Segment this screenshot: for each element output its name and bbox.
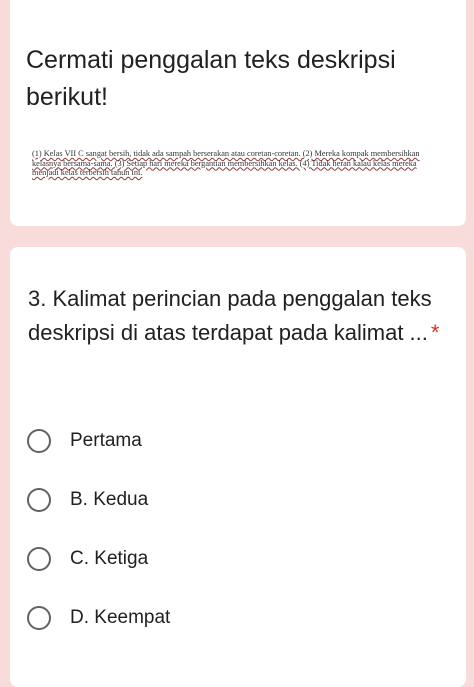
passage-text: (1) Kelas VII C sangat bersih, tidak ada sampah berserakan atau coretan-coretan. (2) Mereka kompak membersihkan kelasnya bersama-sama. (3) Setiap hari mereka bergantian membersihkan kelas. (4) Tidak heran kalau kelas mereka menjadi kelas terbersih tahun ini. <box>32 149 420 177</box>
option-label: Pertama <box>70 430 142 451</box>
option-label: B. Kedua <box>70 489 149 510</box>
option-label: C. Ketiga <box>70 548 149 569</box>
question-card <box>10 247 466 687</box>
option-label: D. Keempat <box>70 607 171 628</box>
passage-card-title: Cermati penggalan teks deskripsi berikut! <box>26 46 396 111</box>
option-keempat[interactable] <box>27 602 170 634</box>
question-text <box>28 282 448 350</box>
passage-card <box>10 0 466 226</box>
radio-button-icon[interactable] <box>27 429 51 453</box>
radio-button-icon[interactable] <box>27 606 51 630</box>
radio-button-icon[interactable] <box>27 488 51 512</box>
radio-button-icon[interactable] <box>27 547 51 571</box>
option-kedua[interactable] <box>27 484 148 516</box>
option-pertama[interactable] <box>27 425 142 457</box>
required-asterisk: * <box>430 320 440 345</box>
question-label: 3. Kalimat perincian pada penggalan teks deskripsi di atas terdapat pada kalimat ... <box>28 286 432 345</box>
option-ketiga[interactable] <box>27 543 148 575</box>
